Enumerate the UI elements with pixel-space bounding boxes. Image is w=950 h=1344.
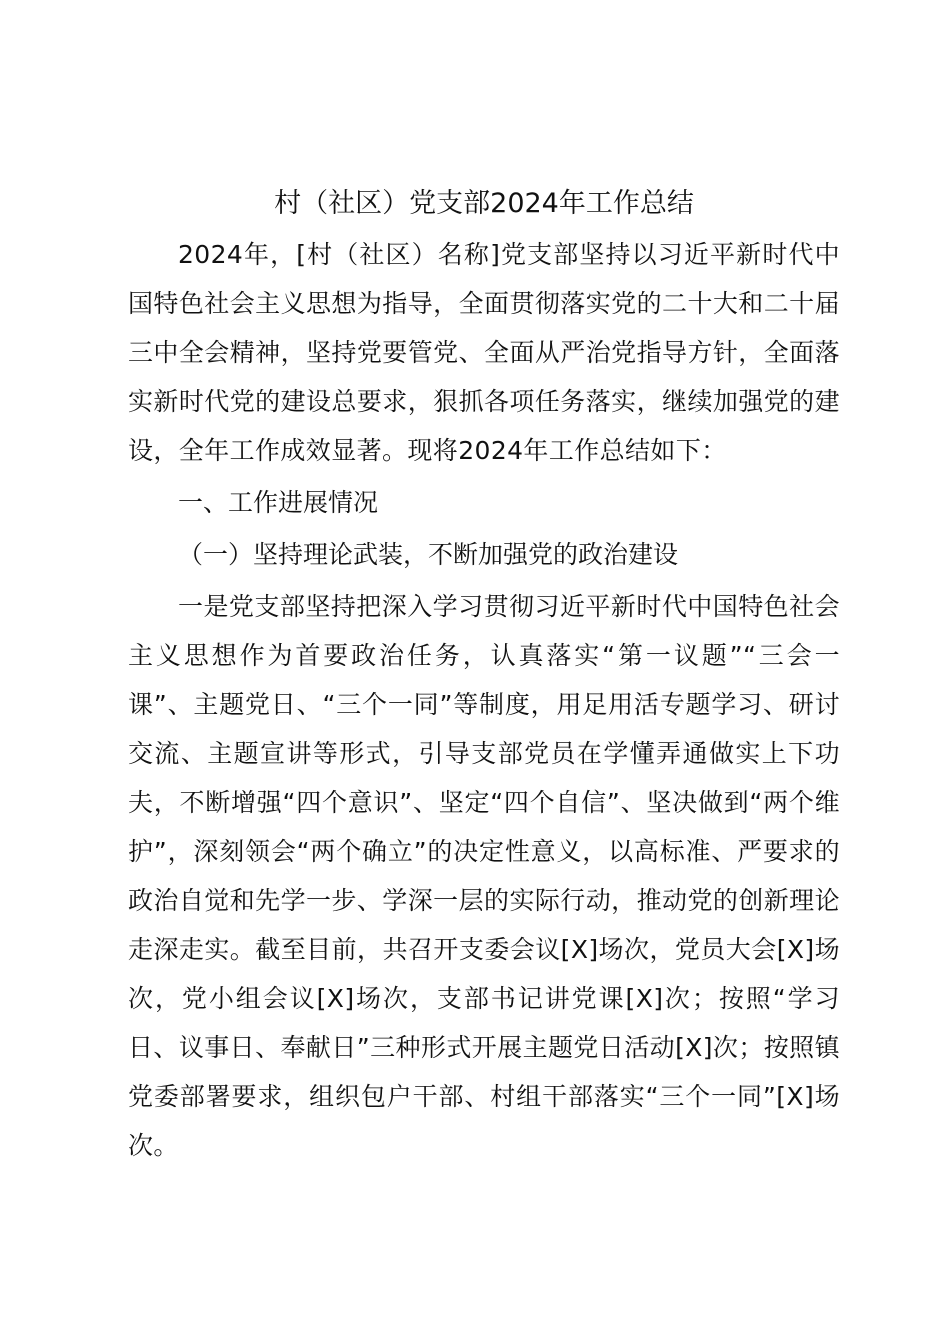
section-heading: 一、工作进展情况 [178,488,379,517]
intro-paragraph: 2024年，[村（社区）名称]党支部坚持以习近平新时代中国特色社会主义思想为指导，全面贯彻落实党的二十大和二十届三中全会精神，坚持党要管党、全面从严治党指导方针，全面落实新时代党的建设总要求，狠抓各项任务落实，继续加强党的建设，全年工作成效显著。现将2024年工作总结如下： [128,240,840,465]
document-title: 村（社区）党支部2024年工作总结 [274,188,694,219]
subsection-heading: （一）坚持理论武装，不断加强党的政治建设 [178,540,679,569]
document-page [128,178,840,1170]
body-paragraph: 一是党支部坚持把深入学习贯彻习近平新时代中国特色社会主义思想作为首要政治任务，认真落实“第一议题”“三会一课”、主题党日、“三个一同”等制度，用足用活专题学习、研讨交流、主题宣讲等形式，引导支部党员在学懂弄通做实上下功夫，不断增强“四个意识”、坚定“四个自信”、坚决做到“两个维护”，深刻领会“两个确立”的决定性意义，以高标准、严要求的政治自觉和先学一步、学深一层的实际行动，推动党的创新理论走深走实。截至目前，共召开支委会议[X]场次，党员大会[X]场次，党小组会议[X]场次，支部书记讲党课[X]次；按照“学习日、议事日、奉献日”三种形式开展主题党日活动[X]次；按照镇党委部署要求，组织包户干部、村组干部落实“三个一同”[X]场次。 [128,592,840,1160]
